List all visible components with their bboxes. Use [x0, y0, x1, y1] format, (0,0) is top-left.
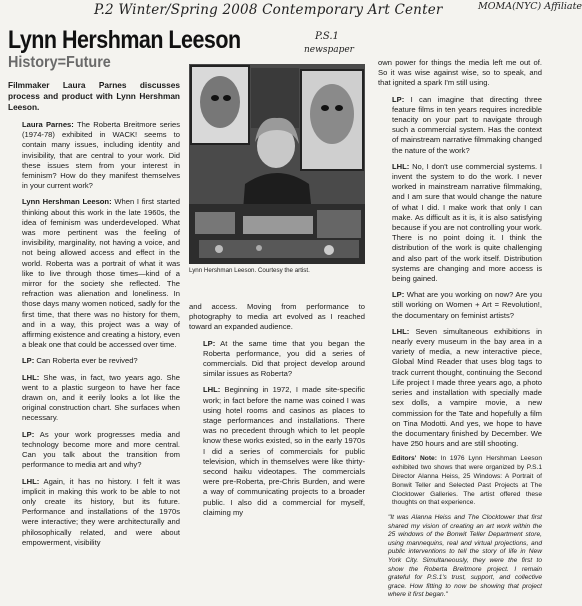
paragraph-text: What are you working on now? Are you still working on Women + Art = Revolution!, the documentary on feminist artists?: [392, 290, 542, 320]
paragraph: [8, 373, 180, 424]
paragraph-text: I can imagine that directing three feature films in ten years requires incredible tenacity on your part to navigate through such a commercial system. Has the context of mainstream narrative filmmaking changed the nature of the work?: [392, 94, 542, 155]
paragraph-text: Can Roberta ever be revived?: [34, 356, 138, 366]
paragraph-text: No, I don't use commercial systems. I invent the system to do the work. I never worked in mainstream narrative filmmaking, and I am sure that would change the nature of what I did. I make work that only I can make. As difficult as it is, it is also satisfying because if you are not controlling your work. There is no point doing it. I think the distribution of the work is quite challenging and also part of the work itself. Distribution systems are changing and more access is being gained.: [392, 161, 542, 284]
column-middle: [189, 302, 365, 524]
paragraph-text: and access. Moving from performance to photography to media art evolved as I reached toward an expanded audience.: [189, 302, 365, 332]
speaker-label: LP:: [203, 338, 216, 348]
paragraph: [8, 356, 180, 366]
paragraph-text: Again, it has no history. I felt it was implicit in making this work to be able to not only create its history, but its future. Performance and installations of the 1970s were interactive; they were architecturally and philosophically related, and were about empowerment, visibility: [22, 476, 180, 547]
paragraph-text: When I first started thinking about this work in the late 1960s, the idea of feminism was underdeveloped. What was more pertinent was the feeling of invisibility, marginality, not having a voice, and not being allowed access and effect in the world. Roberta was a portrait of what it was like to live through those times—kind of a mirror for the society she reflected. The refraction was alienation and loneliness. In those days many women noticed, sadly for the first time, that there was no history for them, and in a way, this project was a way of affirming existence and creating a history, even a bleak one that could be accessed over time.: [22, 197, 181, 350]
article-photo-figure: [189, 64, 365, 284]
paragraph: [189, 385, 365, 518]
speaker-label: LP:: [22, 356, 35, 366]
speaker-label: Lynn Hershman Leeson:: [22, 197, 112, 207]
editors-quote: "It was Alanna Heiss and The Clocktower that first shared my vision of creating an art work within the 25 windows of the Bonwit Teller Department store, using mannequins, real and virtual projections, and public interventions to tell the story of life in New York City. Simultaneously, they were the first to show the Roberta Breitmore project. I remain grateful for P.S.1's trust, support, and collective grace. How fitting to now be showing that project where it first began.": [388, 514, 542, 599]
article-title: Lynn Hershman Leeson: [8, 26, 241, 54]
speaker-label: LP:: [392, 94, 405, 104]
speaker-label: LP:: [392, 290, 405, 300]
handwritten-note-moma: MOMA(NYC) Affiliate: [478, 1, 582, 12]
speaker-label: LHL:: [203, 385, 221, 395]
paragraph-text: At the same time that you began the Roberta performance, you did a series of commercials. Did that project develop around similar issues as Roberta?: [203, 338, 365, 379]
speaker-label: LHL:: [22, 476, 40, 486]
paragraph-text: own power for things the media left me out of. So it was wise against wise, so to speak, and that ignited a spark I'm still using.: [378, 58, 542, 88]
editors-note-label: Editors' Note:: [392, 455, 437, 463]
article-subtitle: History=Future: [8, 54, 111, 71]
editors-note: [378, 455, 542, 508]
paragraph: [378, 58, 542, 89]
paragraph-text: She was, in fact, two years ago. She went to a plastic surgeon to have her face drawn on, and it eerily looks a lot like the original construction chart. She surfaces when necessary.: [22, 372, 180, 423]
paragraph: [378, 162, 542, 284]
paragraph-text: The Roberta Breitmore series (1974-78) exhibited in WACK! seems to contain many issues, including identity and invisibility, that are central to your work. Did these issues stem from your interest in feminism? How do they manifest themselves in your current work?: [22, 120, 180, 191]
handwritten-note-ps1: P.S.1: [315, 31, 339, 42]
paragraph-text: As your work progresses media and technology become more and more central. Can you talk about the transition from performance to media art and why?: [22, 429, 180, 470]
handwritten-note-newspaper: newspaper: [304, 45, 354, 55]
artist-photo: [189, 64, 365, 264]
paragraph-text: Seven simultaneous exhibitions in nearly every museum in the bay area in a variety of media, a new interactive piece, Global Mind Reader that uses blog tags to track current thought, continuing the Second Life project I made three years ago, a photo series and installation with specially made sex dolls, a vampire movie, a new commission for the Tate and hopefully a film on Tina Modotti. And yes, we hope to have the documentary finished by December. We have 250 hours and are still shooting.: [392, 326, 542, 449]
speaker-label: LHL:: [22, 372, 40, 382]
paragraph: [8, 477, 180, 548]
speaker-label: LP:: [22, 429, 35, 439]
paragraph: [8, 197, 180, 350]
paragraph: [378, 290, 542, 321]
paragraph: [8, 430, 180, 471]
paragraph: [8, 120, 180, 191]
paragraph: [189, 339, 365, 380]
speaker-label: Laura Parnes:: [22, 120, 74, 129]
editors-note-text: In 1976 Lynn Hershman Leeson exhibited two shows that were organized by P.S.1 Director Alanna Heiss, 25 Windows: A Portrait of Bonwit Teller and Selected Past Projects at The Clocktower Galleries. The artist offered these thoughts on that experience.: [392, 455, 542, 507]
article-lead: Filmmaker Laura Parnes discusses process and product with Lynn Hershman Leeson.: [8, 80, 180, 112]
column-left: [8, 80, 180, 554]
paragraph: [189, 302, 365, 333]
paragraph: [378, 95, 542, 156]
speaker-label: LHL:: [392, 161, 410, 171]
handwritten-note-top: P.2 Winter/Spring 2008 Contemporary Art Center: [94, 2, 443, 18]
column-right: [378, 58, 542, 606]
photo-caption: Lynn Hershman Leeson. Courtesy the artist.: [189, 267, 310, 274]
paragraph-text: Beginning in 1972, I made site-specific work; in fact before the name was coined I was using hotel rooms and casinos as places to stage performances and installations. There was no precedent through which to let people know these works existed, so in the early 1970s I did a series of commercials for public television, which in themselves were like thirty-second haiku videotapes. The commercials were pre-Roberta, pre-Chris Burden, and were a way of communicating projects to a broader public. I also did a commercial for myself, claiming my: [203, 385, 365, 517]
speaker-label: LHL:: [392, 326, 410, 336]
paragraph: [378, 327, 542, 449]
